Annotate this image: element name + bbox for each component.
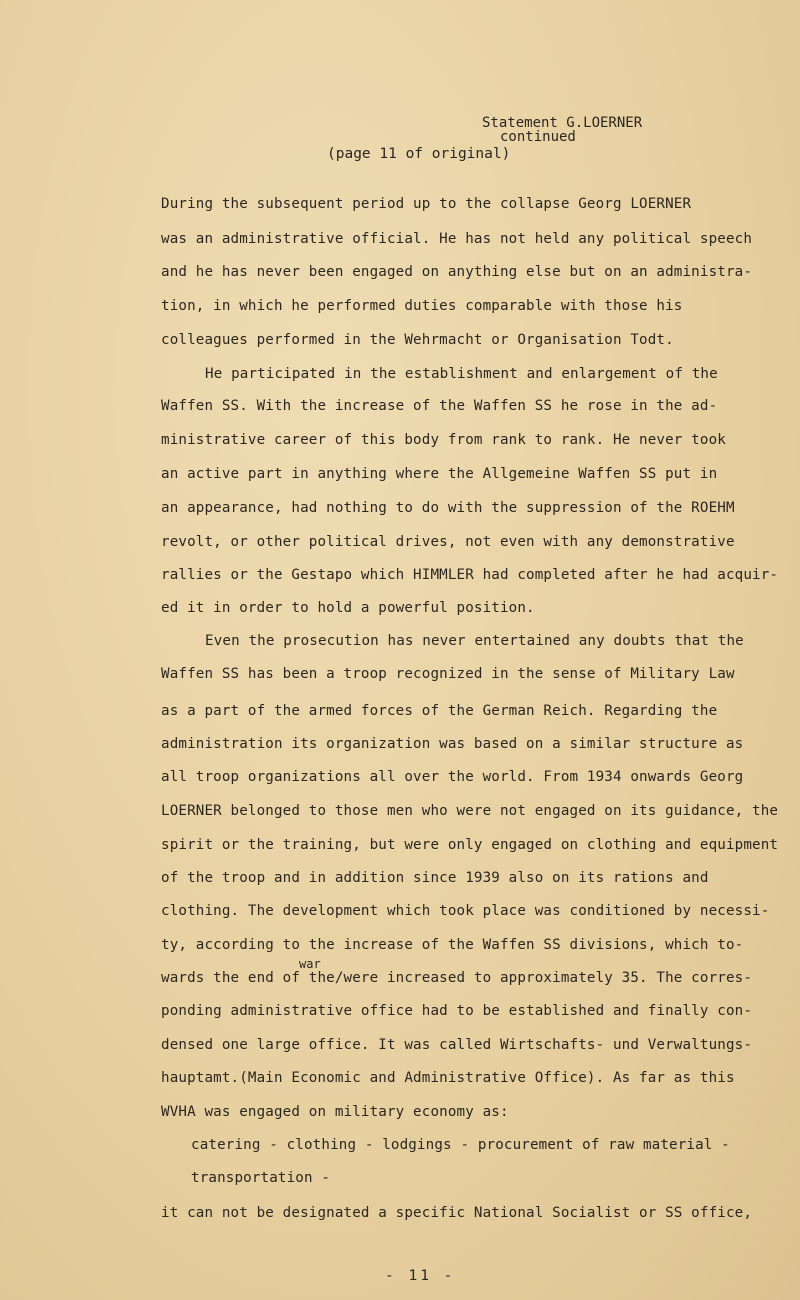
text-line: rallies or the Gestapo which HIMMLER had completed after he had acquir-	[161, 567, 779, 583]
text-line: it can not be designated a specific National Socialist or SS office,	[161, 1205, 753, 1221]
statement-header	[482, 116, 642, 144]
page-number: - 11 -	[385, 1268, 456, 1284]
text-line: ministrative career of this body from rank to rank. He never took	[161, 432, 726, 448]
text-line: clothing. The development which took place was conditioned by necessi-	[161, 903, 770, 919]
text-line: hauptamt.(Main Economic and Administrative Office). As far as this	[161, 1070, 735, 1086]
text-line: Waffen SS. With the increase of the Waffen SS he rose in the ad-	[161, 398, 718, 414]
text-line: Waffen SS has been a troop recognized in the sense of Military Law	[161, 666, 735, 682]
text-line: and he has never been engaged on anything else but on an administra-	[161, 264, 753, 280]
text-line: was an administrative official. He has not held any political speech	[161, 231, 753, 247]
text-line: revolt, or other political drives, not even with any demonstrative	[161, 534, 735, 550]
continued-label: continued	[500, 129, 576, 145]
text-line: Even the prosecution has never entertained any doubts that the	[205, 633, 744, 649]
page-reference: (page 11 of original)	[327, 146, 511, 162]
handwritten-insertion: war	[299, 957, 321, 971]
text-line: wards the end of the/were increased to approximately 35. The corres-	[161, 970, 753, 986]
text-line: an active part in anything where the Allgemeine Waffen SS put in	[161, 466, 718, 482]
text-line: catering - clothing - lodgings - procurement of raw material -	[191, 1137, 730, 1153]
text-line: of the troop and in addition since 1939 also on its rations and	[161, 870, 709, 886]
text-line: all troop organizations all over the world. From 1934 onwards Georg	[161, 769, 744, 785]
text-line: as a part of the armed forces of the German Reich. Regarding the	[161, 703, 718, 719]
text-line: administration its organization was based on a similar structure as	[161, 736, 744, 752]
text-line: WVHA was engaged on military economy as:	[161, 1104, 509, 1120]
statement-title: Statement G.LOERNER	[482, 115, 643, 131]
text-line: spirit or the training, but were only engaged on clothing and equipment	[161, 837, 779, 853]
text-line: ponding administrative office had to be established and finally con-	[161, 1003, 753, 1019]
text-line: tion, in which he performed duties comparable with those his	[161, 298, 683, 314]
text-line: He participated in the establishment and enlargement of the	[205, 366, 718, 382]
text-line: During the subsequent period up to the collapse Georg LOERNER	[161, 196, 692, 212]
text-line: an appearance, had nothing to do with the suppression of the ROEHM	[161, 500, 735, 516]
text-line: ed it in order to hold a powerful position.	[161, 600, 535, 616]
text-line: LOERNER belonged to those men who were not engaged on its guidance, the	[161, 803, 779, 819]
text-line: colleagues performed in the Wehrmacht or Organisation Todt.	[161, 332, 674, 348]
text-line: transportation -	[191, 1170, 331, 1186]
text-line: ty, according to the increase of the Waffen SS divisions, which to-	[161, 937, 744, 953]
text-line: densed one large office. It was called Wirtschafts- und Verwaltungs-	[161, 1037, 753, 1053]
